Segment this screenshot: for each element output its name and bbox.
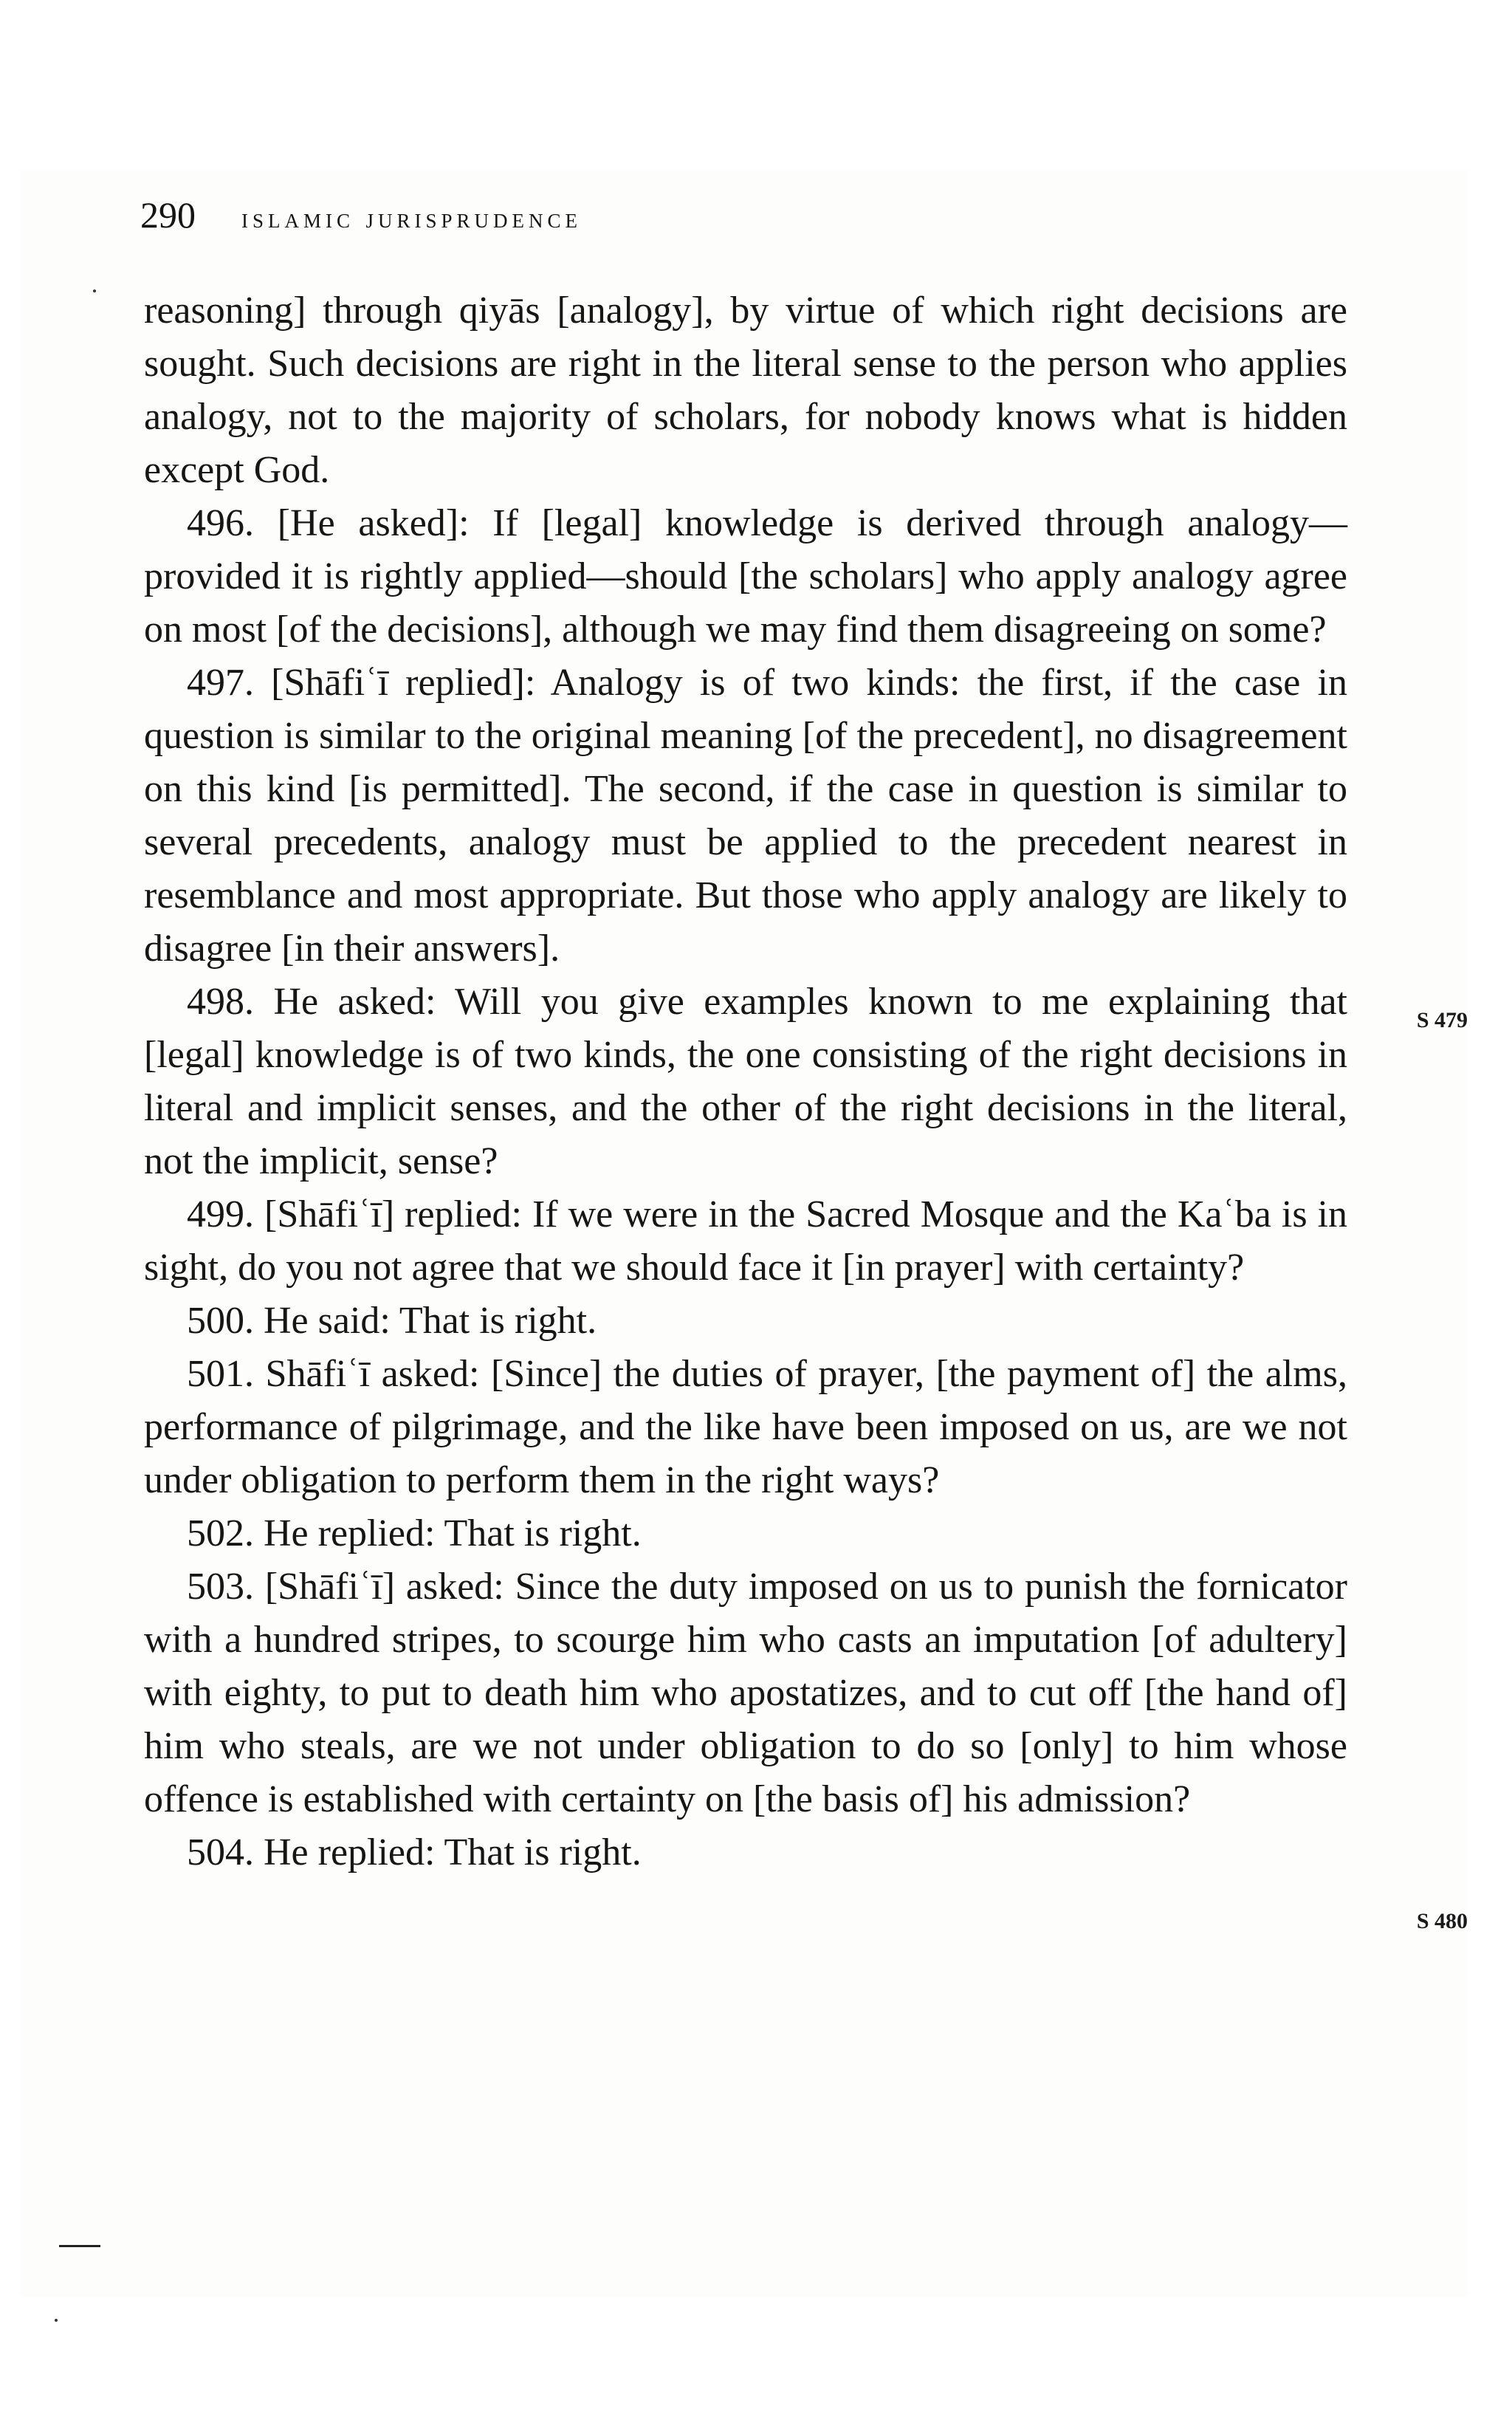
- page-number: 290: [140, 194, 196, 236]
- paragraph-503: 503. [Shāfiʿī] asked: Since the duty imposed on us to punish the fornicator with a hundred stripes, to scourge him who casts an imputation [of adultery] with eighty, to put to death him who apostatizes, and to cut off [the hand of] him who steals, are we not under obligation to do so [only] to him whose offence is established with certainty on [the basis of] his admission?: [144, 1566, 1347, 1820]
- margin-section-marker: S 480: [1416, 1909, 1468, 1933]
- page-header: [140, 193, 582, 245]
- scan-smudge: [59, 2245, 100, 2247]
- paragraph-496: 496. [He asked]: If [legal] knowledge is derived through analogy—provided it is rightly applied—should [the scholars] who apply analogy agree on most [of the decisions], although we may find them disagreeing on some?: [144, 502, 1347, 651]
- body-text: [144, 284, 1347, 1879]
- scan-speck: [55, 2319, 58, 2322]
- paragraph-498: 498. He asked: Will you give examples known to me explaining that [legal] knowledge is of two kinds, the one consisting of the right decisions in literal and implicit senses, and the other of the right decisions in the literal, not the implicit, sense?: [144, 981, 1347, 1182]
- running-head: islamic jurisprudence: [241, 203, 583, 234]
- paragraph-501: 501. Shāfiʿī asked: [Since] the duties of prayer, [the payment of] the alms, performance of pilgrimage, and the like have been imposed on us, are we not under obligation to perform them in the right ways?: [144, 1353, 1347, 1501]
- paragraph-499: 499. [Shāfiʿī] replied: If we were in the Sacred Mosque and the Kaʿba is in sight, do you not agree that we should face it [in prayer] with certainty?: [144, 1193, 1347, 1289]
- paragraph-continuation: reasoning] through qiyās [analogy], by virtue of which right decisions are sought. Such decisions are right in the literal sense to the person who applies analogy, not to the majority of scholars, for nobody knows what is hidden except God.: [144, 289, 1347, 491]
- paragraph-504: 504. He replied: That is right.: [187, 1831, 642, 1874]
- margin-section-marker: S 479: [1416, 1008, 1468, 1032]
- paragraph-502: 502. He replied: That is right.: [187, 1512, 642, 1554]
- paragraph-497: 497. [Shāfiʿī replied]: Analogy is of two kinds: the first, if the case in question is similar to the original meaning [of the precedent], no disagreement on this kind [is permitted]. The second, if the case in question is similar to several precedents, analogy must be applied to the precedent nearest in resemblance and most appropriate. But those who apply analogy are likely to disagree [in their answers].: [144, 662, 1347, 970]
- paragraph-500: 500. He said: That is right.: [187, 1300, 597, 1342]
- scan-speck: [93, 289, 96, 292]
